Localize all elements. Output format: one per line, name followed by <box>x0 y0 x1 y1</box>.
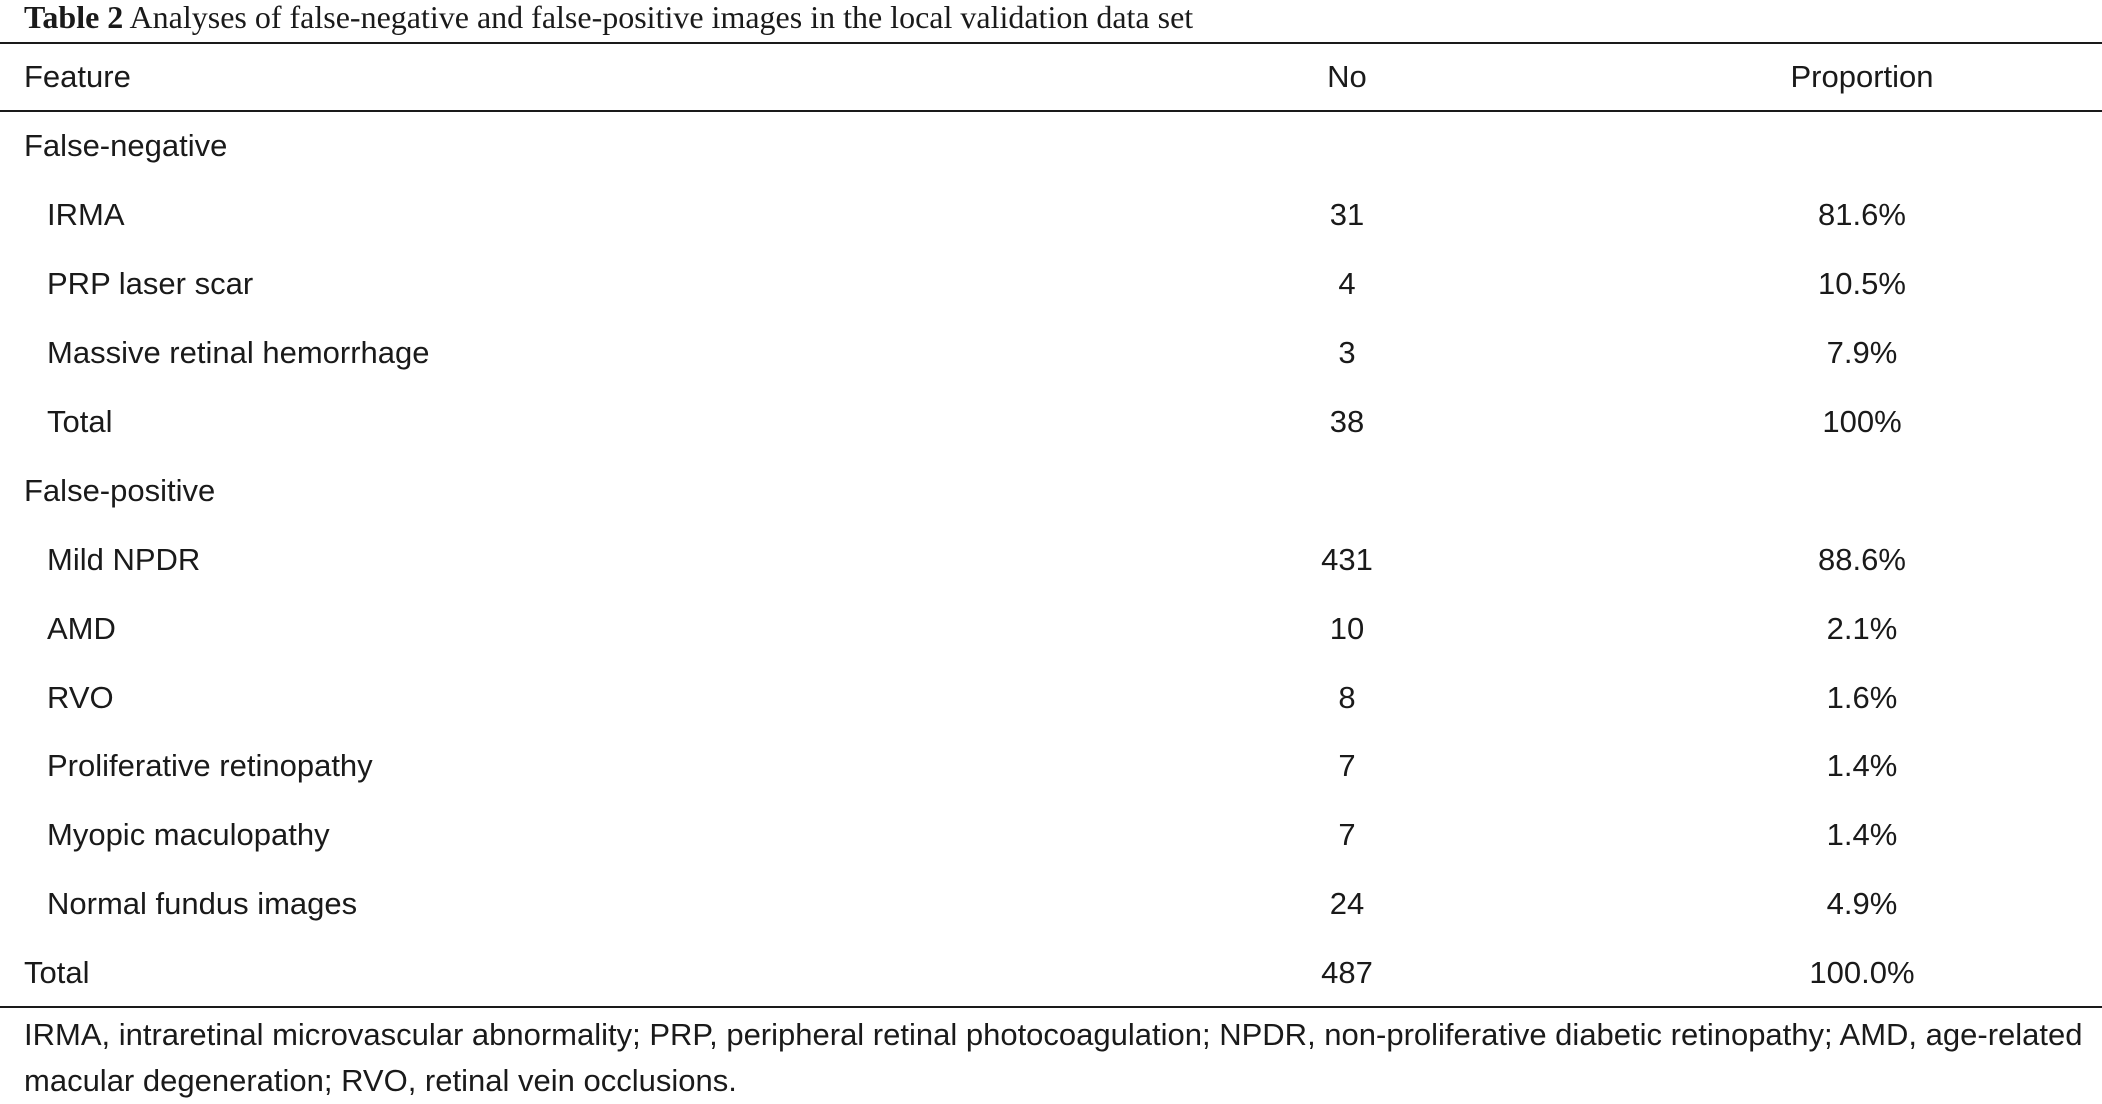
table-row <box>0 388 2102 457</box>
cell-proportion: 88.6% <box>1818 541 1906 577</box>
cell-no: 7 <box>1338 817 1356 853</box>
cell-proportion: 4.9% <box>1826 886 1898 922</box>
cell-feature: AMD <box>47 610 116 646</box>
table-row <box>0 250 2102 319</box>
cell-proportion <box>1762 456 1962 525</box>
table-row <box>0 663 2102 732</box>
cell-feature: Total <box>24 955 90 991</box>
cell-no: 7 <box>1338 748 1356 784</box>
cell-feature: Myopic maculopathy <box>47 817 330 853</box>
cell-feature: False-negative <box>24 128 228 164</box>
cell-no: 431 <box>1321 541 1373 577</box>
table-row <box>0 801 2102 870</box>
cell-proportion: 1.4% <box>1826 817 1898 853</box>
cell-no: 24 <box>1329 886 1365 922</box>
column-header-no: No <box>1327 59 1367 94</box>
table-caption <box>24 0 1193 40</box>
cell-feature: Total <box>47 404 113 439</box>
table-label: Table 2 <box>24 0 124 35</box>
cell-feature: PRP laser scar <box>47 266 254 302</box>
header-row <box>0 44 2102 110</box>
table-row <box>0 181 2102 250</box>
table-row <box>0 112 2102 181</box>
cell-feature: Massive retinal hemorrhage <box>47 335 430 371</box>
cell-no <box>1247 112 1447 181</box>
bottom-rule <box>0 1006 2102 1008</box>
table-row <box>0 319 2102 388</box>
cell-feature: Normal fundus images <box>47 886 358 922</box>
cell-proportion: 1.4% <box>1826 748 1898 784</box>
cell-proportion: 100.0% <box>1809 955 1915 991</box>
table-title: Analyses of false-negative and false-positive images in the local validation data set <box>129 0 1194 35</box>
cell-no: 10 <box>1329 610 1365 646</box>
column-header-proportion: Proportion <box>1790 59 1934 94</box>
cell-no: 487 <box>1321 955 1373 991</box>
cell-proportion: 10.5% <box>1818 266 1906 302</box>
table-row <box>0 456 2102 525</box>
cell-proportion: 1.6% <box>1826 679 1898 715</box>
cell-proportion: 2.1% <box>1826 610 1898 646</box>
table-row <box>0 594 2102 663</box>
column-header-feature: Feature <box>24 59 131 94</box>
cell-feature: False-positive <box>24 472 216 508</box>
cell-proportion: 100% <box>1822 404 1902 439</box>
cell-feature: Mild NPDR <box>47 541 201 577</box>
cell-proportion <box>1762 112 1962 181</box>
table-row <box>0 732 2102 801</box>
cell-no <box>1247 456 1447 525</box>
table-row <box>0 870 2102 939</box>
cell-no: 8 <box>1338 679 1356 715</box>
table-footnote: IRMA, intraretinal microvascular abnormality; PRP, peripheral retinal photocoagulation; NPDR, non-proliferative diabetic retinopathy; AMD, age-related macular degeneration; RVO, retinal vein occlusions. <box>24 1017 2083 1098</box>
table-row <box>0 939 2102 1008</box>
cell-proportion: 7.9% <box>1826 335 1898 371</box>
table-header <box>0 44 2102 110</box>
cell-no: 4 <box>1338 266 1356 302</box>
cell-proportion: 81.6% <box>1818 197 1906 233</box>
cell-feature: RVO <box>47 679 114 715</box>
cell-feature: Proliferative retinopathy <box>47 748 373 784</box>
table-body <box>0 112 2102 1008</box>
table-row <box>0 525 2102 594</box>
cell-no: 3 <box>1338 335 1356 371</box>
cell-no: 38 <box>1329 404 1365 439</box>
cell-feature: IRMA <box>47 197 125 233</box>
cell-no: 31 <box>1329 197 1365 233</box>
